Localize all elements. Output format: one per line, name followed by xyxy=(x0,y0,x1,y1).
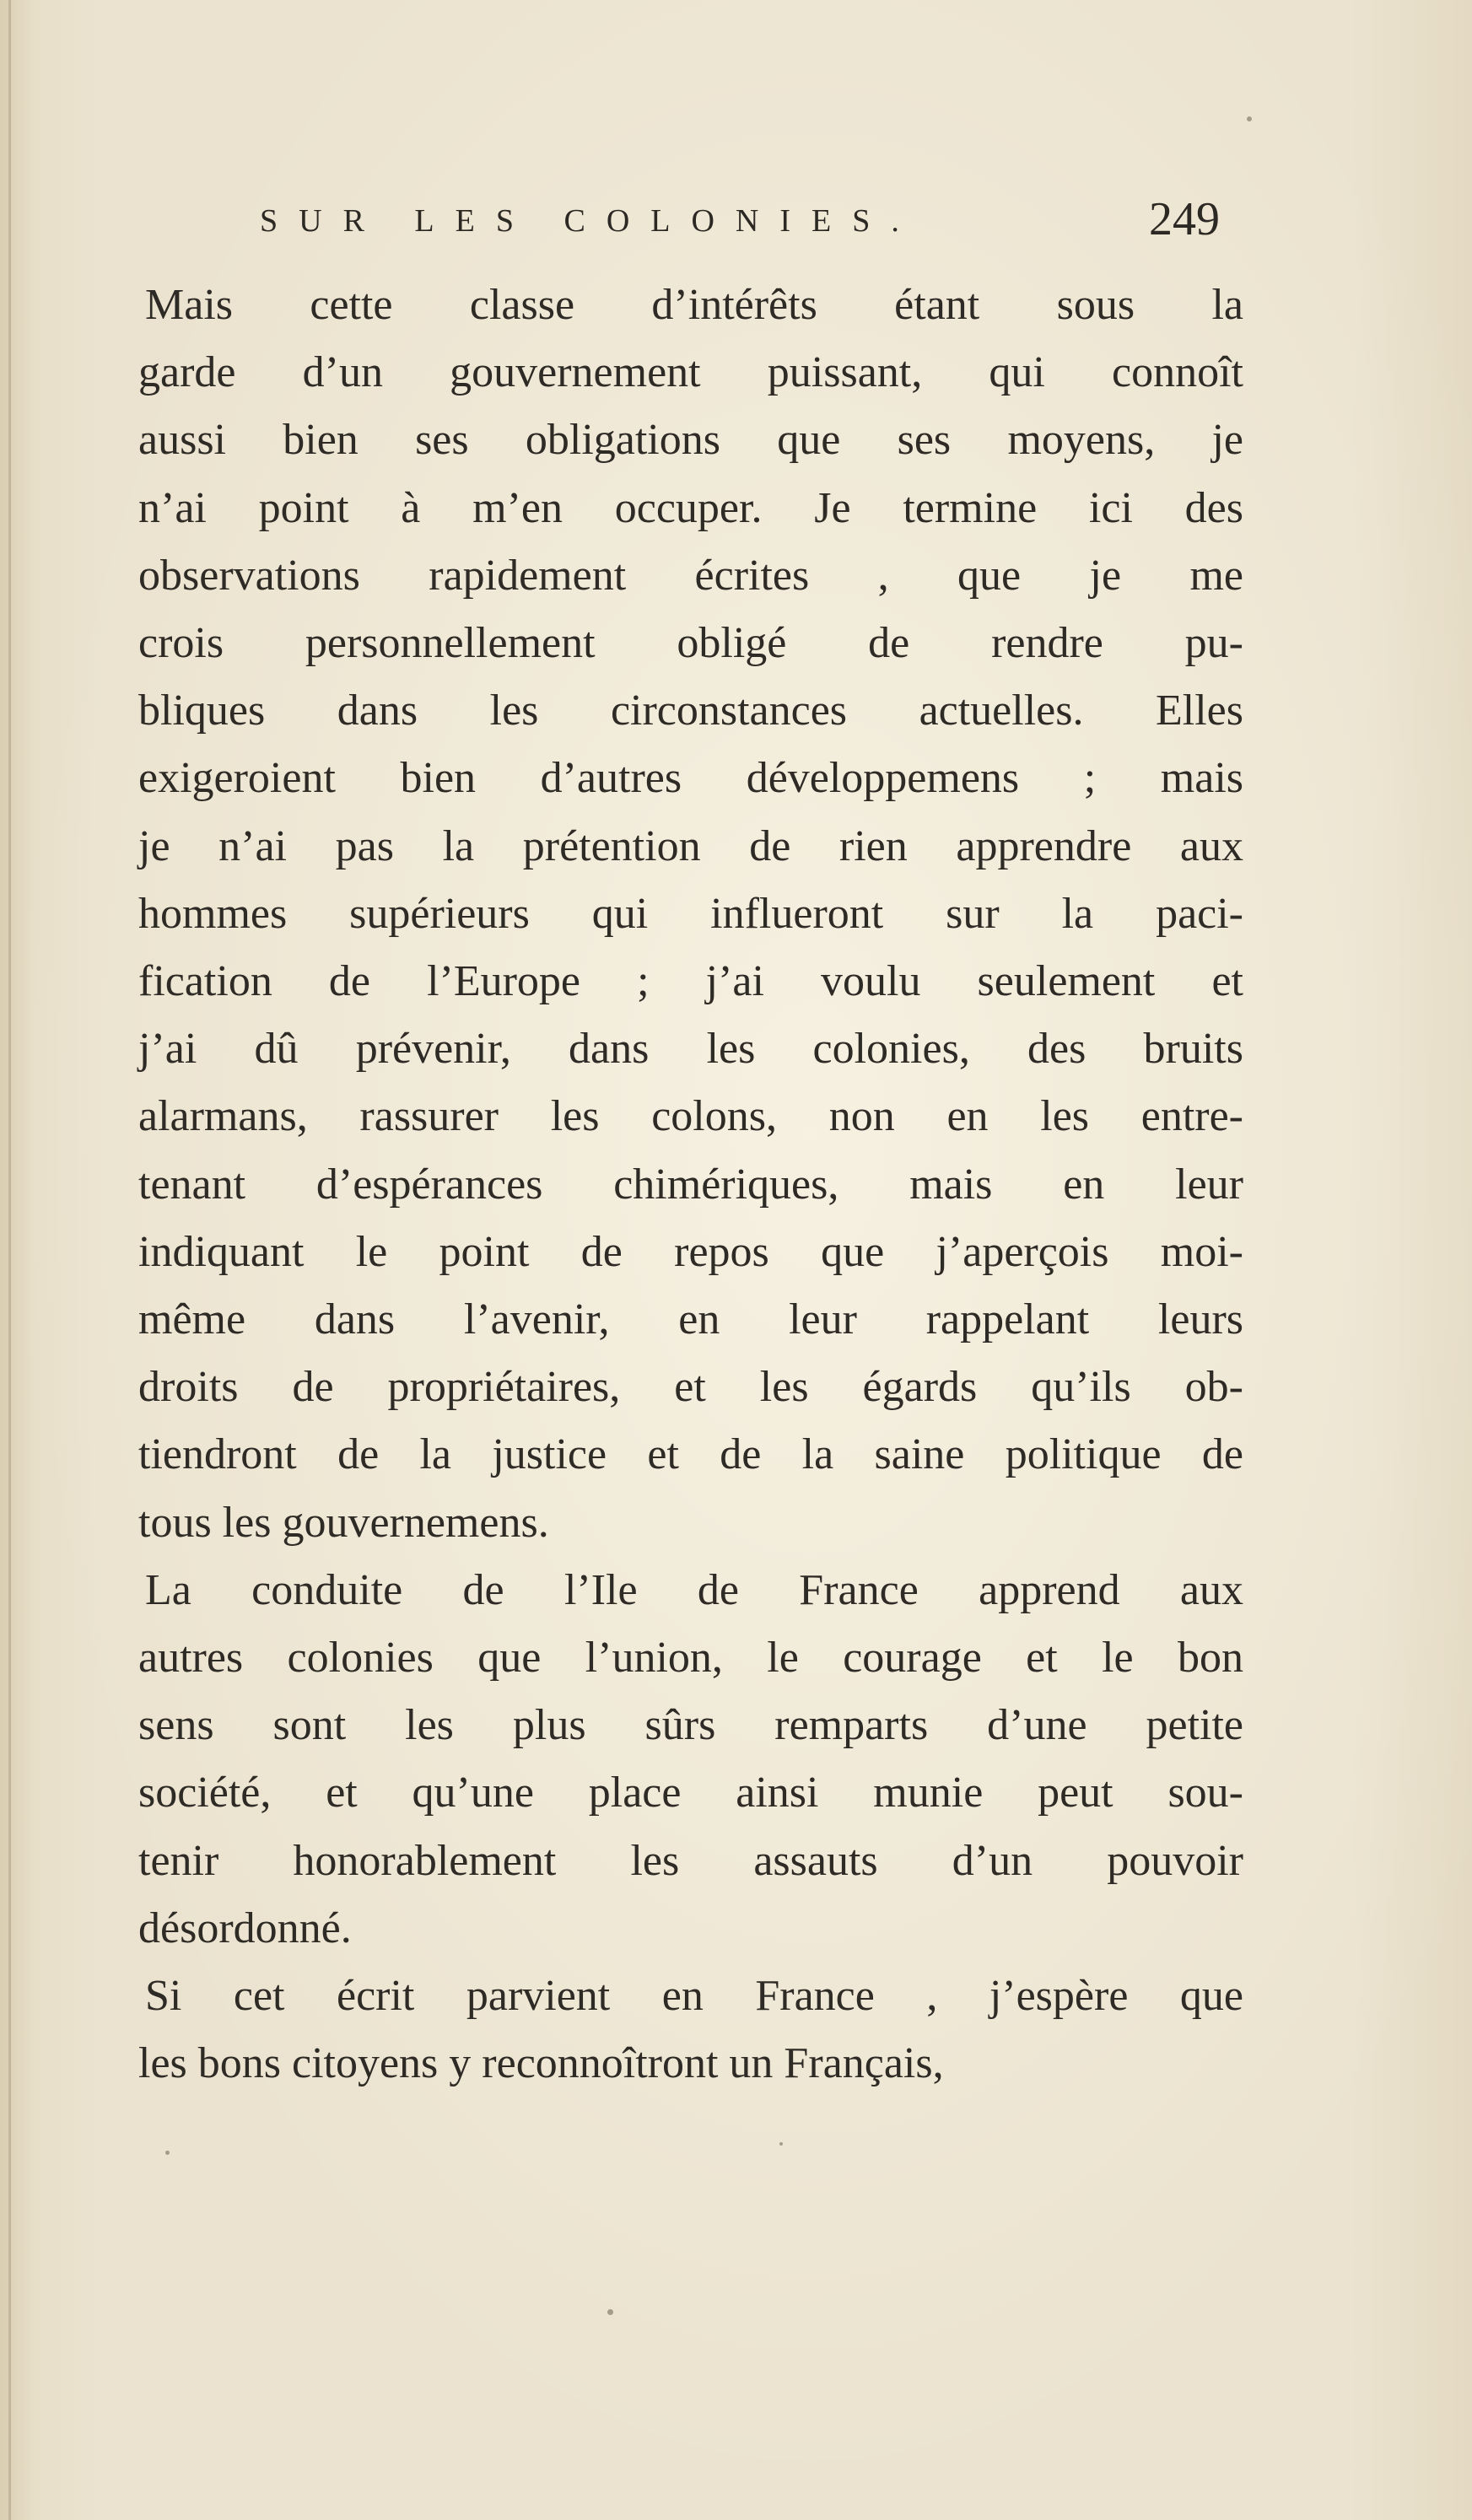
text-line: tous les gouvernemens. xyxy=(138,1498,549,1547)
text-line: désordonné. xyxy=(138,1903,352,1952)
text-line: garde d’un gouvernement puissant, qui connoît xyxy=(138,348,1243,397)
paragraph xyxy=(138,272,1243,1557)
text-line: indiquant le point de repos que j’aperçois moi- xyxy=(138,1227,1243,1276)
text-line: aussi bien ses obligations que ses moyens, je xyxy=(138,416,1243,465)
text-line: crois personnellement obligé de rendre pu- xyxy=(138,619,1243,668)
paper-speck xyxy=(779,2142,783,2146)
paper-speck xyxy=(1247,116,1252,121)
text-line: alarmans, rassurer les colons, non en les entre- xyxy=(138,1092,1243,1141)
text-line: Mais cette classe d’intérêts étant sous la xyxy=(145,281,1243,329)
paper-speck xyxy=(607,2309,613,2315)
running-head xyxy=(0,193,1472,261)
text-line: n’ai point à m’en occuper. Je termine ici des xyxy=(138,483,1243,532)
paper-speck xyxy=(165,2151,170,2155)
text-line: je n’ai pas la prétention de rien apprendre aux xyxy=(138,821,1243,870)
text-line: La conduite de l’Ile de France apprend aux xyxy=(145,1565,1243,1614)
text-line: même dans l’avenir, en leur rappelant leurs xyxy=(138,1295,1243,1344)
text-line: autres colonies que l’union, le courage et le bon xyxy=(138,1634,1243,1683)
text-line: bliques dans les circonstances actuelles. Elles xyxy=(138,687,1243,735)
text-line: fication de l’Europe ; j’ai voulu seulement et xyxy=(138,957,1243,1006)
running-head-title: SUR LES COLONIES. xyxy=(260,203,920,239)
text-line: Si cet écrit parvient en France , j’espère que xyxy=(145,1972,1243,2021)
text-line: sens sont les plus sûrs remparts d’une petite xyxy=(138,1701,1243,1750)
paragraph xyxy=(138,1963,1243,2097)
paragraph xyxy=(138,1557,1243,1963)
text-line: j’ai dû prévenir, dans les colonies, des bruits xyxy=(138,1025,1243,1074)
text-line: droits de propriétaires, et les égards qu’ils ob- xyxy=(138,1363,1243,1412)
text-line: tenir honorablement les assauts d’un pouvoir xyxy=(138,1836,1243,1885)
text-line: les bons citoyens y reconnoîtront un Français, xyxy=(138,2039,944,2088)
text-line: tenant d’espérances chimériques, mais en leur xyxy=(138,1160,1243,1209)
text-line: tiendront de la justice et de la saine politique de xyxy=(138,1430,1243,1479)
page-number: 249 xyxy=(1149,193,1220,245)
page-gutter-edge xyxy=(8,0,11,2520)
text-line: hommes supérieurs qui influeront sur la paci- xyxy=(138,889,1243,938)
text-line: société, et qu’une place ainsi munie peut sou- xyxy=(138,1769,1243,1817)
text-line: observations rapidement écrites , que je me xyxy=(138,551,1243,600)
text-line: exigeroient bien d’autres développemens ; mais xyxy=(138,754,1243,803)
body-text xyxy=(138,272,1243,2097)
